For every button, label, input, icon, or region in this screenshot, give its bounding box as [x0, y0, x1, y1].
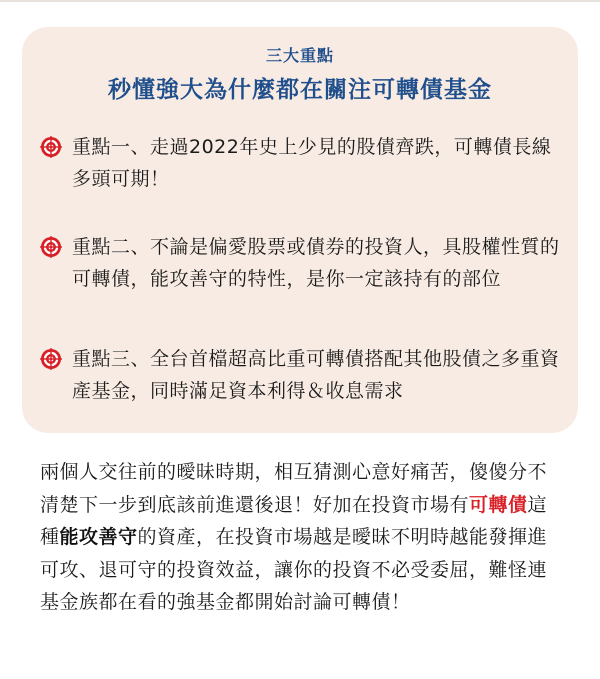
card-title: 秒懂強大為什麼都在關注可轉債基金 — [108, 77, 492, 103]
key-point-text: 重點三、全台首檔超高比重可轉債搭配其他股債之多重資產基金，同時滿足資本利得＆收息需求 — [72, 348, 560, 402]
key-point-text: 重點一、走過2022年史上少見的股債齊跌，可轉債長線多頭可期！ — [72, 136, 552, 190]
article-paragraph — [40, 456, 566, 619]
target-icon — [40, 136, 62, 158]
key-points-card — [22, 27, 578, 433]
card-kicker: 三大重點 — [265, 46, 334, 65]
target-icon — [40, 236, 62, 258]
convertible-bond-highlight: 可轉債 — [469, 493, 528, 516]
article-text-part-1: 兩個人交往前的曖昧時期，相互猜測心意好痛苦，傻傻分不清楚下一步到底該前進還後退！好加在投資市場有 — [40, 461, 548, 516]
target-icon — [40, 348, 62, 370]
offense-defense-highlight: 能攻善守 — [59, 526, 138, 548]
article-text-part-2: 這種 — [40, 493, 548, 548]
key-point-text: 重點二、不論是偏愛股票或債券的投資人，具股權性質的可轉債，能攻善守的特性，是你一定該持有的部位 — [72, 236, 560, 290]
article-text-part-3: 的資產，在投資市場越是曖昧不明時越能發揮進可攻、退可守的投資效益，讓你的投資不必受委屈，難怪連基金族都在看的強基金都開始討論可轉債！ — [40, 526, 548, 613]
top-divider — [0, 0, 600, 2]
